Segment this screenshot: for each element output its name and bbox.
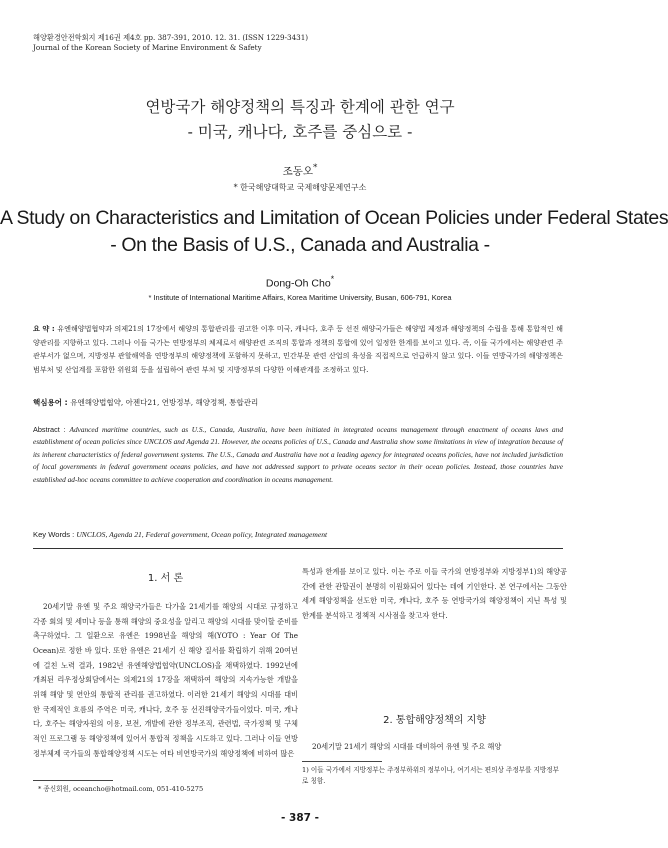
header-divider [33, 548, 563, 549]
english-subtitle: - On the Basis of U.S., Canada and Australia - [110, 234, 490, 256]
english-title: A Study on Characteristics and Limitation of Ocean Policies under Federal States [0, 207, 668, 229]
body-column-left [33, 600, 298, 761]
english-abstract-label: Abstract : [33, 425, 70, 434]
footnote-1: 1) 이들 국가에서 지방정부는 주정부하위의 정부이나, 여기서는 편의상 주정부를 지방정부로 칭함. [302, 766, 560, 785]
english-author-name: Dong-Oh Cho [265, 277, 331, 290]
section-2-heading: 2. 통합해양정책의 지향 [383, 715, 486, 726]
korean-abstract [33, 322, 563, 376]
section-1-heading: 1. 서 론 [147, 573, 184, 584]
english-abstract-text: Advanced maritime countries, such as U.S., Canada, Australia, have been initiated in integrated oceans management through enactment of oceans laws and establishment of ocean policies since UNCLOS and Agenda 21. However, the oceans policies of U.S., Canada and Australia show some limitations in view of integration because of its inherent characteristics of federal government systems. The U.S., Canada and Australia have not a leading agency for integrated oceans policies, have not included jurisdiction of local governments in federal government oceans policies, and have not addressed support to private oceans sector in their ocean policies. Instead, those countries have established ad-hoc oceans committee to achieve cooperation and coordination in oceans management. [33, 425, 563, 484]
korean-subtitle: - 미국, 캐나다, 호주를 중심으로 - [187, 123, 413, 141]
section-2-paragraph: 20세기말 21세기 해양의 시대를 대비하여 유엔 및 주요 해양 [312, 742, 502, 751]
section-1-body-continued: 특성과 한계를 보이고 있다. 이는 주로 이들 국가의 연방정부와 지방정부1)의 해양공간에 관한 관할권이 분명히 이원화되어 있다는 데에 기인한다. 본 연구에서는 그동안 세계 해양정책을 선도한 미국, 캐나다, 호주 등 연방국가의 해양정책이 지닌 특성 및 한계를 분석하고 정책적 시사점을 찾고자 한다. [302, 567, 567, 620]
author-marker-en: * [330, 274, 335, 284]
korean-keywords-label: 핵심용어 : [33, 398, 71, 407]
section-2-body [302, 740, 567, 755]
korean-affiliation: * 한국해양대학교 국제해양문제연구소 [233, 183, 367, 192]
page-number: - 387 - [281, 812, 319, 824]
english-keywords [33, 530, 327, 539]
journal-name: Journal of the Korean Society of Marine Environment & Safety [33, 43, 262, 52]
korean-abstract-text: 유엔해양법협약과 의제21의 17장에서 해양의 통합관리를 권고한 이후 미국, 캐나다, 호주 등 선진 해양국가들은 해양법 제정과 해양정책의 수립을 통해 통합적인 해양관리를 지향하고 있다. 그러나 이들 국가는 연방정부의 체제로서 해양관련 조직의 통합과 정책의 통합에 있어 일정한 한계를 보이고 있다. 즉, 이들 국가에서는 해양관련 주관부서가 없으며, 지방정부 관할해역을 연방정부의 해양정책에 포함하지 못하고, 민간부문 관련 산업의 육성을 직접적으로 언급하지 않고 있다. 이들 연방국가의 해양정책은 범부처 및 산업계를 포함한 위원회 등을 설립하여 관련 부처 및 지방정부의 다양한 이해관계를 조정하고 있다. [33, 324, 563, 374]
author-marker: * [313, 163, 318, 173]
korean-keywords-text: 유엔해양법협약, 아젠다21, 연방정부, 해양정책, 통합관리 [70, 398, 259, 407]
korean-author [0, 163, 600, 179]
footnote-divider-right [302, 761, 382, 762]
english-keywords-text: UNCLOS, Agenda 21, Federal government, Ocean policy, Integrated management [76, 530, 328, 539]
section-1-body: 20세기말 유엔 및 주요 해양국가들은 다가올 21세기를 해양의 시대로 규정하고 각종 회의 및 세미나 등을 통해 해양의 중요성을 알리고 해양의 시대를 맞이할 준비를 촉구하였다. 그 일환으로 유엔은 1998년을 해양의 해(YOTO : Year Of The Ocean)로 정한 바 있다. 또한 유엔은 21세기 신 해양 질서를 확립하기 위해 20여년에 걸친 노력 결과, 1982년 유엔해양법협약(UNCLOS)을 채택하였다. 1992년에 개최된 리우정상회담에서는 의제21의 17장을 채택하여 해양의 지속가능한 개발을 위해 해양 및 연안의 통합적 관리를 권고하였다. 이러한 21세기 해양의 시대를 대비한 국제적인 흐름의 주역은 미국, 캐나다, 호주 등 선진해양국가들이었다. 미국, 캐나다, 호주는 해양자원의 이용, 보전, 개발에 관한 정부조직, 관련법, 국가정책 및 구체적인 프로그램 등 해양정책에 있어서 통합적 정책을 시도하고 있다. 그러나 이들 연방정부체제 국가들의 통합해양정책 시도는 여타 비연방국가의 해양정책에 비하여 많은 [33, 602, 298, 758]
journal-citation: 해양환경안전학회지 제16권 제4호 pp. 387-391, 2010. 12. 31. (ISSN 1229-3431) [33, 33, 309, 42]
korean-author-name: 조동오 [282, 165, 314, 178]
korean-keywords [33, 397, 258, 408]
english-abstract [33, 424, 563, 486]
english-author [0, 274, 600, 290]
footnote-divider-left [33, 780, 113, 781]
english-affiliation: * Institute of International Maritime Affairs, Korea Maritime University, Busan, 606-791, Korea [148, 293, 452, 302]
author-footnote: * 종신회원, oceancho@hotmail.com, 051-410-5275 [38, 785, 204, 793]
korean-title: 연방국가 해양정책의 특징과 한계에 관한 연구 [145, 98, 455, 116]
body-column-right [302, 565, 567, 624]
korean-abstract-label: 요 약 : [33, 324, 58, 333]
english-keywords-label: Key Words : [33, 530, 77, 539]
